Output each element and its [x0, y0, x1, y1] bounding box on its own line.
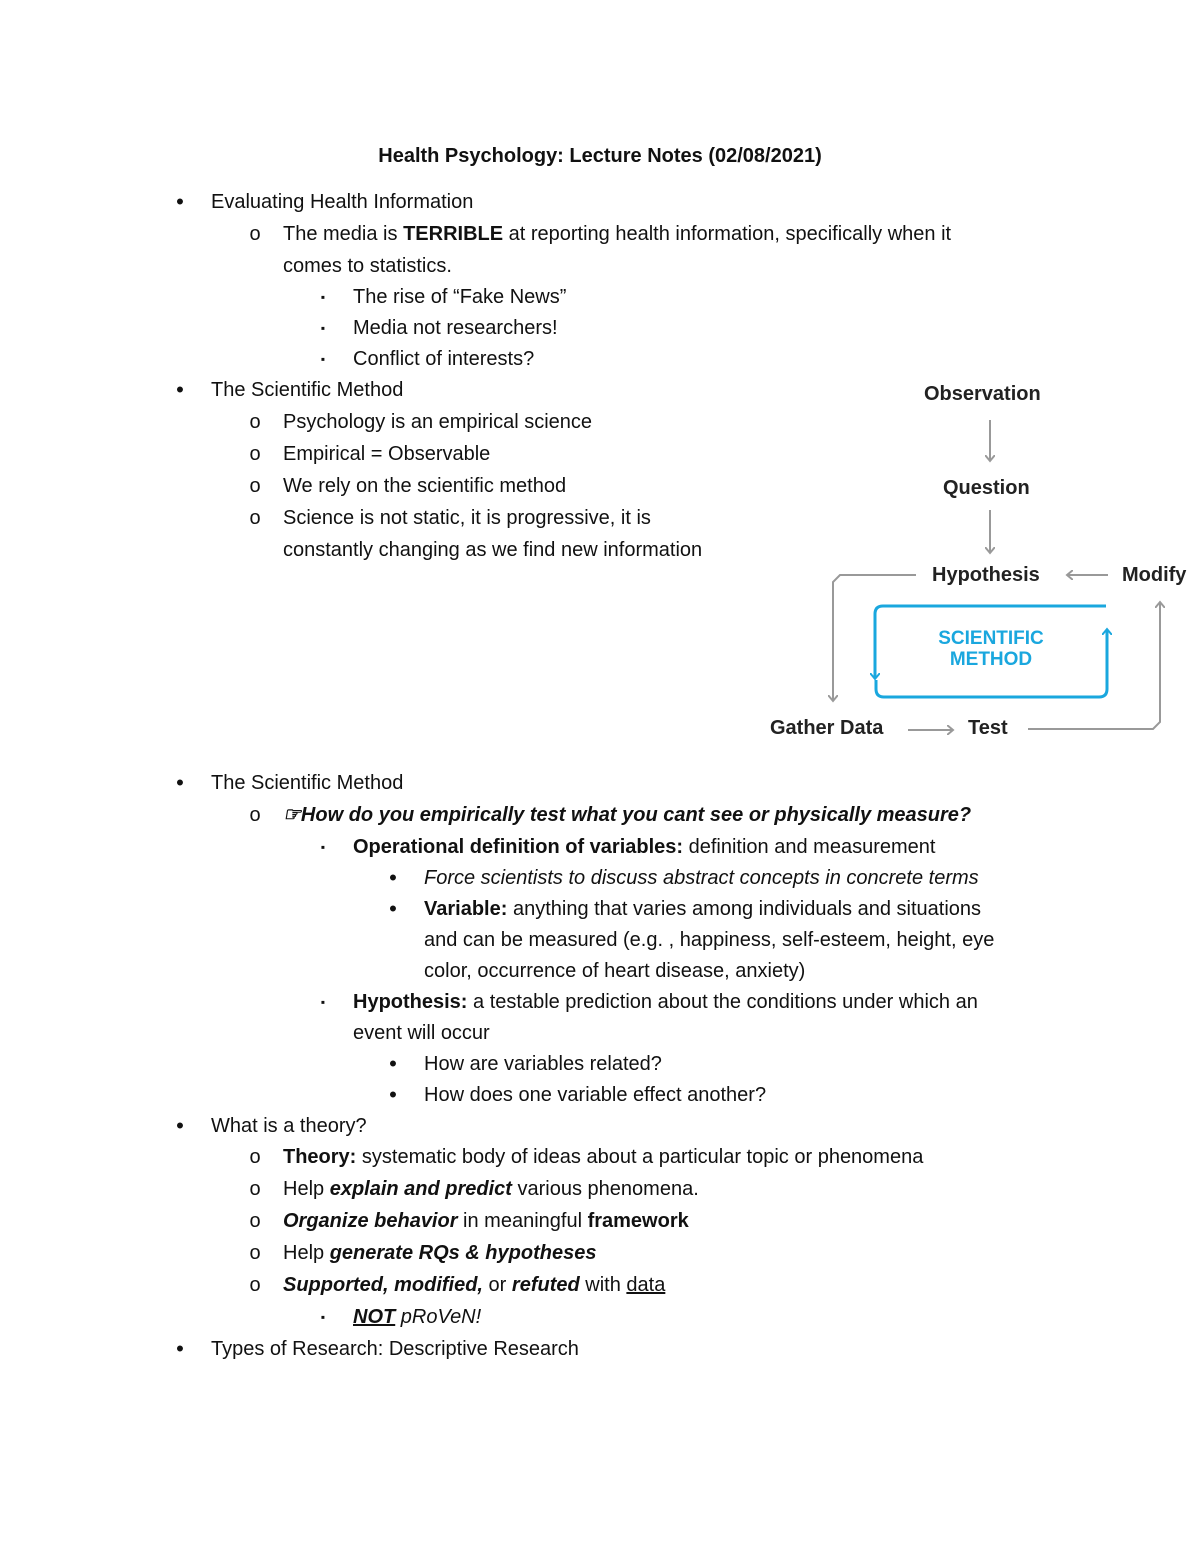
- section-heading-evaluating: Evaluating Health Information: [211, 191, 474, 213]
- list-item: How are variables related?: [424, 1053, 662, 1075]
- square-marker: ▪: [320, 1310, 326, 1324]
- list-item: How does one variable effect another?: [424, 1084, 767, 1106]
- media-statement: The media is TERRIBLE at reporting health information, specifically when it: [283, 223, 952, 245]
- circle-marker: o: [249, 507, 261, 529]
- hypothesis-definition-cont: event will occur: [353, 1022, 490, 1044]
- circle-marker: o: [249, 411, 261, 433]
- list-item: We rely on the scientific method: [283, 475, 567, 497]
- circle-marker: o: [249, 1178, 261, 1200]
- variable-definition-cont2: color, occurrence of heart disease, anxiety): [424, 960, 806, 982]
- bullet-marker: •: [389, 1051, 397, 1076]
- bullet-marker: •: [176, 377, 184, 402]
- force-concepts: Force scientists to discuss abstract concepts in concrete terms: [424, 867, 979, 889]
- variable-definition: Variable: anything that varies among individuals and situations: [424, 898, 982, 920]
- diagram-observation: Observation: [924, 383, 1041, 405]
- diagram-question: Question: [943, 477, 1030, 499]
- theory-generate: Help generate RQs & hypotheses: [283, 1242, 597, 1264]
- bullet-marker: •: [389, 896, 397, 921]
- bullet-marker: •: [176, 770, 184, 795]
- media-statement-cont: comes to statistics.: [283, 255, 452, 277]
- circle-marker: o: [249, 443, 261, 465]
- list-item-cont: constantly changing as we find new information: [283, 539, 703, 561]
- diagram-hypothesis: Hypothesis: [932, 564, 1040, 586]
- circle-marker: o: [249, 1274, 261, 1296]
- list-item: Psychology is an empirical science: [283, 411, 593, 433]
- section-heading-research-types: Types of Research: Descriptive Research: [211, 1338, 579, 1360]
- diagram-center-line2: METHOD: [949, 649, 1033, 670]
- section-heading-scientific-method: The Scientific Method: [211, 379, 404, 401]
- operational-definition: Operational definition of variables: definition and measurement: [353, 836, 936, 858]
- not-proven: NOT pRoVeN!: [353, 1306, 482, 1328]
- diagram-gather-data: Gather Data: [770, 717, 884, 739]
- circle-marker: o: [249, 1210, 261, 1232]
- circle-marker: o: [249, 475, 261, 497]
- theory-organize: Organize behavior in meaningful framework: [283, 1210, 689, 1232]
- square-marker: ▪: [320, 352, 326, 366]
- circle-marker: o: [249, 804, 261, 826]
- section-heading-scientific-method-2: The Scientific Method: [211, 772, 404, 794]
- bullet-marker: •: [176, 189, 184, 214]
- circle-marker: o: [249, 223, 261, 245]
- bullet-marker: •: [389, 1082, 397, 1107]
- theory-explain: Help explain and predict various phenomena.: [283, 1178, 699, 1200]
- key-question: ☞How do you empirically test what you cant see or physically measure?: [283, 804, 972, 826]
- list-item: The rise of “Fake News”: [353, 286, 567, 308]
- page-title: Health Psychology: Lecture Notes (02/08/2021): [378, 145, 822, 167]
- diagram-center-line1: SCIENTIFIC: [938, 628, 1044, 649]
- theory-supported: Supported, modified, or refuted with data: [283, 1274, 666, 1296]
- list-item: Conflict of interests?: [353, 348, 535, 370]
- list-item: Empirical = Observable: [283, 443, 491, 465]
- bullet-marker: •: [389, 865, 397, 890]
- variable-definition-cont1: and can be measured (e.g. , happiness, self-esteem, height, eye: [424, 929, 995, 951]
- circle-marker: o: [249, 1242, 261, 1264]
- diagram-modify: Modify: [1122, 564, 1187, 586]
- circle-marker: o: [249, 1146, 261, 1168]
- diagram-center-label: [911, 628, 1071, 670]
- square-marker: ▪: [320, 995, 326, 1009]
- square-marker: ▪: [320, 290, 326, 304]
- list-item: Media not researchers!: [353, 317, 558, 339]
- square-marker: ▪: [320, 840, 326, 854]
- bullet-marker: •: [176, 1113, 184, 1138]
- diagram-test: Test: [968, 717, 1008, 739]
- section-heading-theory: What is a theory?: [211, 1115, 367, 1137]
- theory-definition: Theory: systematic body of ideas about a particular topic or phenomena: [283, 1146, 924, 1168]
- square-marker: ▪: [320, 321, 326, 335]
- hypothesis-definition: Hypothesis: a testable prediction about the conditions under which an: [353, 991, 978, 1013]
- list-item: Science is not static, it is progressive, it is: [283, 507, 651, 529]
- bullet-marker: •: [176, 1336, 184, 1361]
